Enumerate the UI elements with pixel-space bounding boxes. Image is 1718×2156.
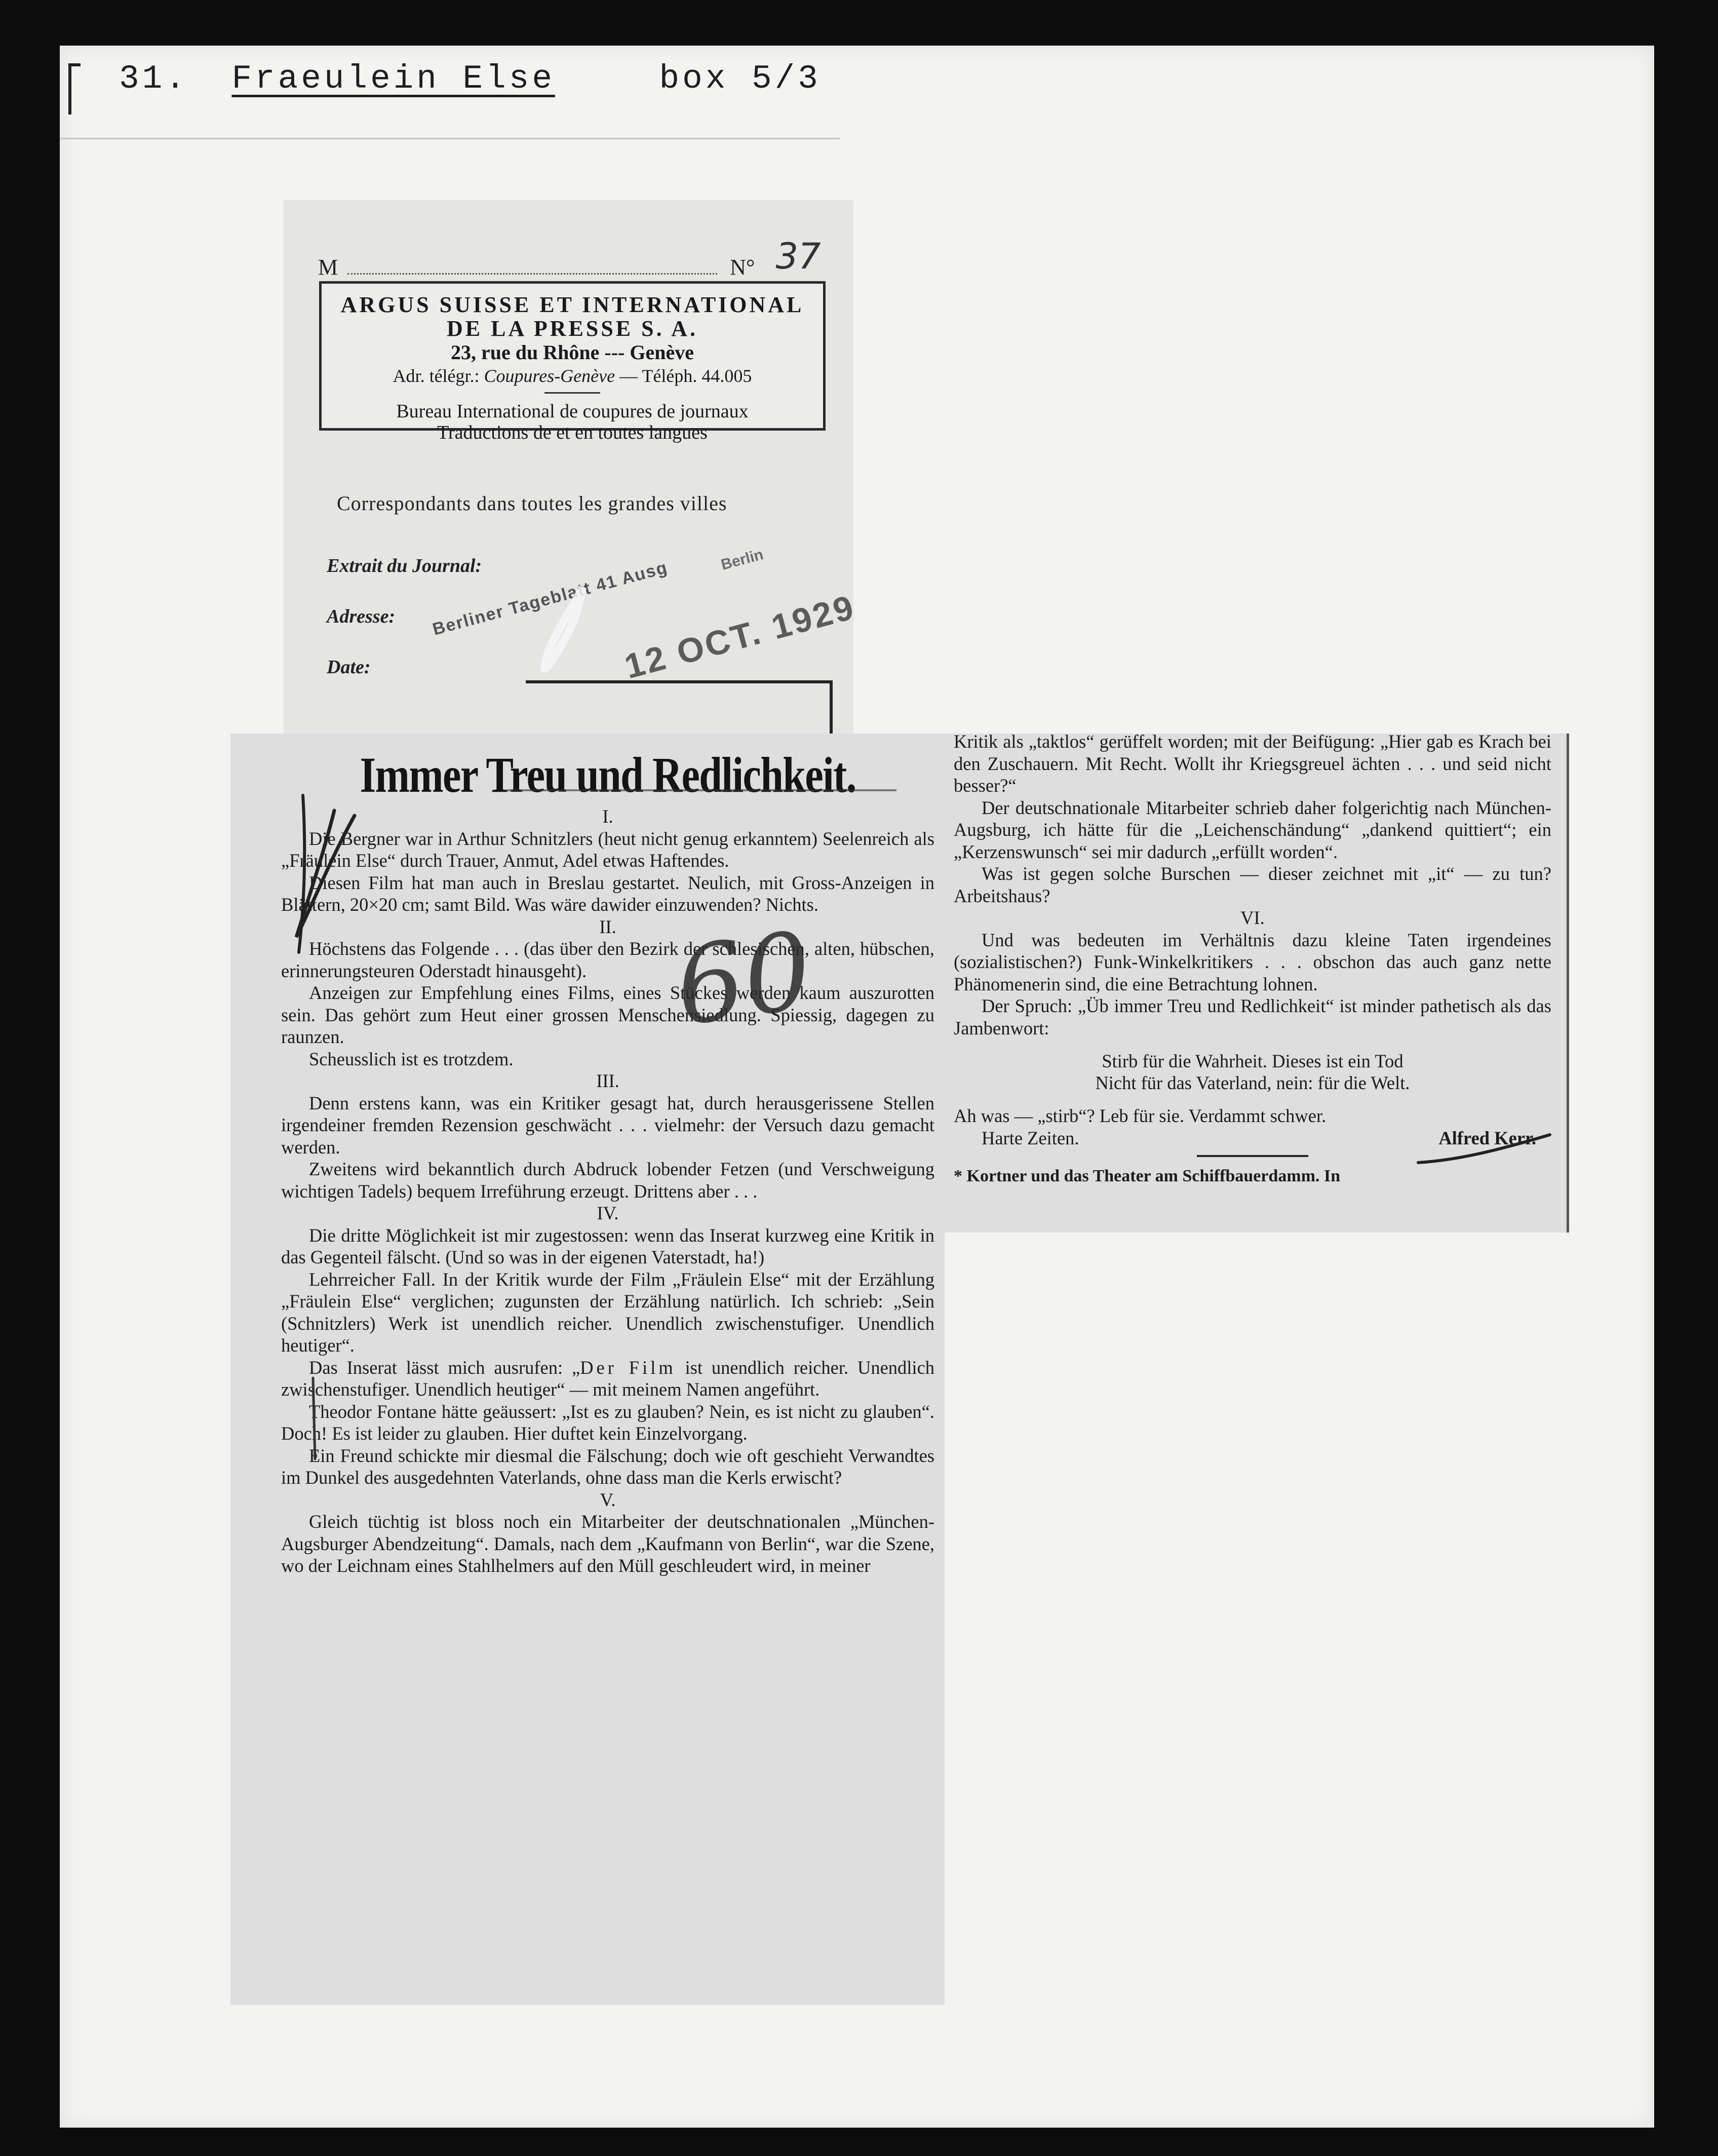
pencil-page-number: 60 — [668, 908, 819, 1050]
section-number: VI. — [1240, 907, 1265, 928]
article-clipping-column-1 — [230, 734, 945, 2005]
article-paragraph: Diesen Film hat man auch in Breslau gestartet. Neulich, mit Gross-Anzeigen in Blättern, 20×20 cm; samt Bild. Was wäre dawider einzuwenden? Nichts. — [281, 872, 934, 915]
article-paragraph: Und was bedeuten im Verhältnis dazu kleine Taten irgendeines (sozialistischen?) Funk-Winkelkritikers . . . obschon das auch ganz nette Phänomenerin sind, die eine Betrachtung lohnen. — [954, 929, 1551, 994]
section-number: V. — [600, 1489, 616, 1510]
section-number: III. — [596, 1070, 619, 1091]
city-stamp: Berlin — [719, 546, 765, 573]
agency-contact — [322, 365, 823, 387]
quoted-verse — [954, 1050, 1551, 1094]
article-paragraph: Gleich tüchtig ist bloss noch ein Mitarbeiter der deutschnationalen „München-Augsburger Abendzeitung“. Damals, nach dem „Kaufmann von Berlin“, war die Szene, wo der Leichnam eines Stahlhelmers auf den Müll geschleudert wird, in meiner — [281, 1511, 934, 1576]
article-paragraph: Denn erstens kann, was ein Kritiker gesagt hat, durch herausgerissene Stellen irgendeiner fremden Rezension geschwächt . . . vielmehr: der Versuch dazu gemacht werden. — [281, 1092, 934, 1158]
article-paragraph: Ah was — „stirb“? Leb für sie. Verdammt schwer. — [954, 1105, 1326, 1126]
article-column-2-text — [954, 731, 1551, 1187]
slip-no-label: N° — [730, 255, 755, 280]
field-adresse: Adresse: — [327, 606, 396, 627]
folder-title: Fraeulein Else — [231, 60, 555, 98]
article-paragraph: Höchstens das Folgende . . . (das über den Bezirk der schlesischen, alten, hübschen, erinnerungsteuren Oderstadt hinausgeht). — [281, 938, 934, 981]
field-date: Date: — [327, 657, 371, 678]
section-number: IV. — [597, 1203, 619, 1223]
article-paragraph: Scheusslich ist es trotzdem. — [309, 1048, 514, 1069]
author-signature: Alfred Kerr. — [1438, 1127, 1536, 1148]
text-run: ist unendlich reicher. Unendlich zwischenstufiger. Unendlich heutiger“ — mit meinem Namen angeführt. — [281, 1357, 935, 1400]
argus-clipping-slip — [284, 200, 860, 752]
telegram-label: Adr. télégr.: — [393, 366, 480, 386]
slip-m-line — [318, 236, 821, 283]
slip-m-dotted — [347, 273, 717, 275]
article-paragraph: Die dritte Möglichkeit ist mir zugestossen: wenn das Inserat kurzweg eine Kritik in das Gegenteil fälscht. (Und so was in der eigenen Vaterstadt, ha!) — [281, 1224, 934, 1267]
argus-agency-box — [319, 281, 826, 443]
agency-separator — [544, 392, 600, 394]
signature-row — [954, 1127, 1551, 1149]
bureau-line2: Traductions de et en toutes langues — [437, 422, 708, 443]
spaced-text-run: Der Film — [580, 1357, 676, 1378]
section-number: II. — [599, 916, 616, 937]
corner-bracket-mark — [68, 63, 81, 114]
article-paragraph: Anzeigen zur Empfehlung eines Films, eines Stückes werden kaum auszurotten sein. Das gehört zum Heut einer grossen Menschensiedlung. Spiessig, dagegen zu raunzen. — [281, 982, 934, 1047]
slip-no-value: 37 — [775, 236, 821, 277]
article-paragraph: Die Bergner war in Arthur Schnitzlers (heut nicht genug erkanntem) Seelenreich als „Fräulein Else“ durch Trauer, Anmut, Adel etwas Haftendes. — [281, 828, 934, 871]
verse-line: Nicht für das Vaterland, nein: für die Welt. — [1095, 1072, 1410, 1093]
agency-address: 23, rue du Rhône --- Genève — [451, 341, 694, 364]
date-stamp: 12 OCT. 1929 — [620, 587, 860, 686]
article-paragraph: Lehrreicher Fall. In der Kritik wurde der Film „Fräulein Else“ mit der Erzählung „Fräulein Else“ verglichen; zugunsten der Erzählung natürlich. Ich schrieb: „Sein (Schnitzlers) Werk ist unendlich reicher. Unendlich zwischenstufiger. Unendlich heutiger“. — [281, 1268, 934, 1356]
agency-name-line1: ARGUS SUISSE ET INTERNATIONAL — [340, 292, 804, 317]
article-paragraph: Ein Freund schickte mir diesmal die Fälschung; doch wie oft geschieht Verwandtes im Dunkel des ausgedehnten Vaterlands, ohne dass man die Kerls erwischt? — [281, 1445, 934, 1488]
bureau-line1: Bureau International de coupures de journaux — [396, 401, 749, 422]
article-column-1-text — [281, 734, 934, 1577]
next-article-start: * Kortner und das Theater am Schiffbauerdamm. In — [954, 1167, 1341, 1185]
telegram-address: Coupures-Genève — [484, 366, 615, 386]
folder-number: 31. — [119, 60, 188, 98]
article-paragraph: Was ist gegen solche Burschen — dieser zeichnet mit „it“ — zu tun? Arbeitshaus? — [954, 863, 1551, 906]
article-paragraph: Kritik als „taktlos“ gerüffelt worden; mit der Beifügung: „Hier gab es Krach bei den Zuschauern. Mit Recht. Wollt ihr Kriegsgreuel ächten . . . und seid nicht besser?“ — [954, 731, 1551, 796]
article-paragraph — [281, 1357, 934, 1401]
article-headline: Immer Treu und Redlichkeit. — [360, 747, 856, 803]
article-end-rule — [1197, 1155, 1308, 1157]
correspondants-line: Correspondants dans toutes les grandes villes — [337, 492, 727, 515]
slip-m-label: M — [318, 255, 338, 280]
agency-phone: — Téléph. 44.005 — [619, 366, 752, 386]
verse-line: Stirb für die Wahrheit. Dieses ist ein Tod — [1102, 1051, 1403, 1071]
article-clipping-column-2 — [941, 731, 1569, 1233]
article-paragraph: Harte Zeiten. — [982, 1127, 1079, 1148]
article-paragraph: Der Spruch: „Üb immer Treu und Redlichkeit“ ist minder pathetisch als das Jambenwort: — [954, 995, 1551, 1038]
article-paragraph: Der deutschnationale Mitarbeiter schrieb daher folgerichtig nach München-Augsburg, ich hätte für die „Leichenschändung“ „dankend quittiert“; ein „Kerzenswunsch“ sei mir dadurch „erfüllt worden“. — [954, 797, 1551, 862]
article-paragraph: Zweitens wird bekanntlich durch Abdruck lobender Fetzen (und Verschweigung wichtigen Tadels) bequem Irreführung erzeugt. Drittens aber . . . — [281, 1159, 934, 1202]
article-paragraph: Theodor Fontane hätte geäussert: „Ist es zu glauben? Nein, es ist nicht zu glauben“. Doch! Es ist leider zu glauben. Hier duftet kein Einzelvorgang. — [281, 1401, 934, 1444]
field-extrait: Extrait du Journal: — [327, 555, 482, 576]
text-run: Das Inserat lässt mich ausrufen: „ — [309, 1357, 580, 1378]
header-rule — [60, 138, 840, 139]
agency-name-line2: DE LA PRESSE S. A. — [447, 316, 698, 341]
box-label: box 5/3 — [659, 60, 821, 98]
archive-header — [119, 60, 821, 98]
section-number: I. — [602, 806, 613, 827]
newspaper-stamp: Berliner Tageblatt 41 Ausg — [431, 558, 670, 639]
